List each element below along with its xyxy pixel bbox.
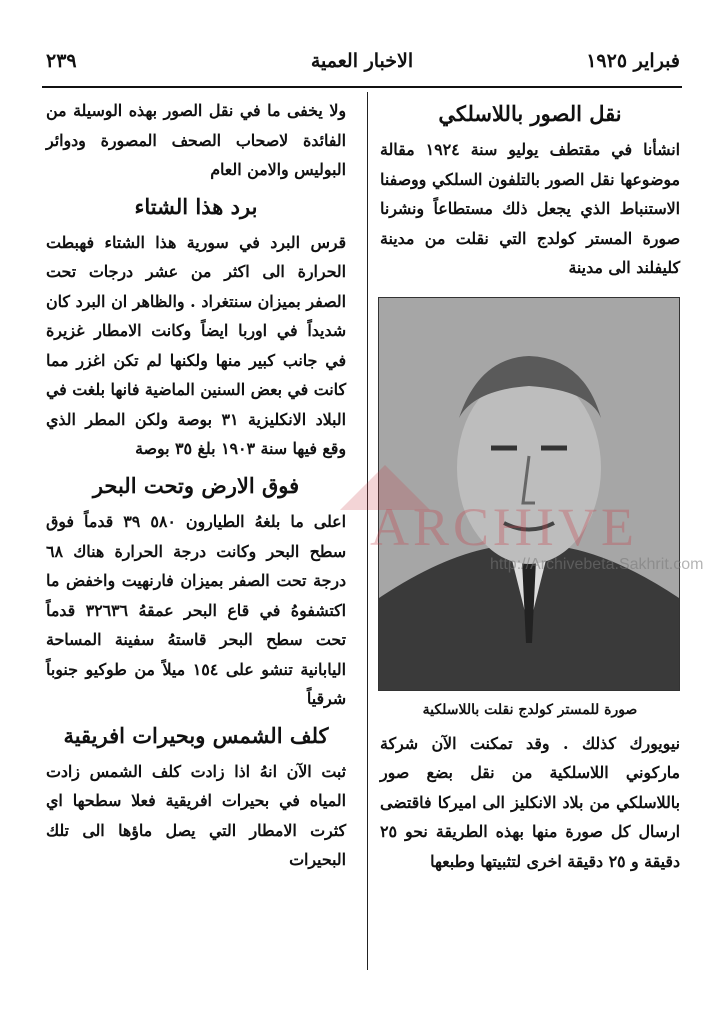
article-title-winter-cold: برد هذا الشتاء bbox=[134, 193, 258, 219]
photo-caption: صورة للمستر كولدج نقلت باللاسلكية bbox=[422, 701, 638, 718]
left-column bbox=[46, 96, 346, 883]
article-paragraph: قرس البرد في سورية هذا الشتاء فهبطت الحرارة الى اكثر من عشر درجات تحت الصفر بميزان سنتغراد . والظاهر ان البرد كان شديداً في اوربا ايضاً وكانت الامطار غزيرة في جانب كبير منها ولكنها لم تكن اغزر مما كانت في بعض السنين الماضية فانها بلغت في البلاد الانكليزية ٣١ بوصة ولكن المطر الذي وقع فيها سنة ١٩٠٣ بلغ ٣٥ بوصة bbox=[46, 232, 347, 459]
article-title-above-land-below-sea: فوق الارض وتحت البحر bbox=[92, 472, 300, 498]
column-divider bbox=[367, 92, 368, 970]
article-paragraph: ولا يخفى ما في نقل الصور بهذه الوسيلة من الفائدة لاصحاب الصحف المصورة ودوائر البوليس والامن العام bbox=[46, 101, 346, 179]
article-paragraph: نيويورك كذلك . وقد تمكنت الآن شركة ماركوني اللاسلكية من نقل بضع صور باللاسلكي من بلاد الانكليز الى اميركا فاقتضى ارسال كل صورة منها بهذه الطريقة نحو ٢٥ دقيقة و ٢٥ دقيقة اخرى لتثبيتها وطبعها bbox=[380, 733, 680, 871]
issue-date: فبراير ١٩٢٥ bbox=[586, 50, 680, 72]
page-number: ٢٣٩ bbox=[46, 50, 77, 72]
watermark-url: http://Archivebeta.Sakhrit.com bbox=[490, 556, 704, 573]
section-title: الاخبار العمية bbox=[310, 50, 414, 72]
article-title-wireless-photos: نقل الصور باللاسلكي bbox=[438, 101, 622, 126]
page-header bbox=[42, 50, 682, 86]
article-paragraph: انشأنا في مقتطف يوليو سنة ١٩٢٤ مقالة موضوعها نقل الصور بالتلفون السلكي ووصفنا الاستنباط الذي يجعل ذلك مستطاعاً ونشرنا صورة المستر كولدج التي نقلت من مدينة كليفلند الى مدينة bbox=[380, 140, 680, 278]
article-paragraph: ثبت الآن انهُ اذا زادت كلف الشمس زادت المياه في بحيرات افريقية فعلا سطحها اي كثرت الامطار التي يصل ماؤها الى تلك البحيرات bbox=[46, 761, 346, 870]
header-rule bbox=[42, 86, 682, 88]
archive-watermark bbox=[330, 460, 704, 573]
article-title-sunspots-african-lakes: كلف الشمس وبحيرات افريقية bbox=[63, 722, 329, 748]
article-paragraph: اعلى ما بلغهُ الطيارون ٥٨٠ ٣٩ قدماً فوق سطح البحر وكانت درجة الحرارة هناك ٦٨ درجة تحت الصفر بميزان فارنهيت واخفض ما اكتشفوهُ في قاع البحر عمقهُ ٣٢٦٣٦ قدماً تحت سطح البحر قاستهُ سفينة المساحة اليابانية تنشو على ١٥٤ ميلاً من طوكيو جنوباً شرقياً bbox=[46, 512, 346, 709]
watermark-text: ARCHIVE bbox=[370, 497, 638, 557]
